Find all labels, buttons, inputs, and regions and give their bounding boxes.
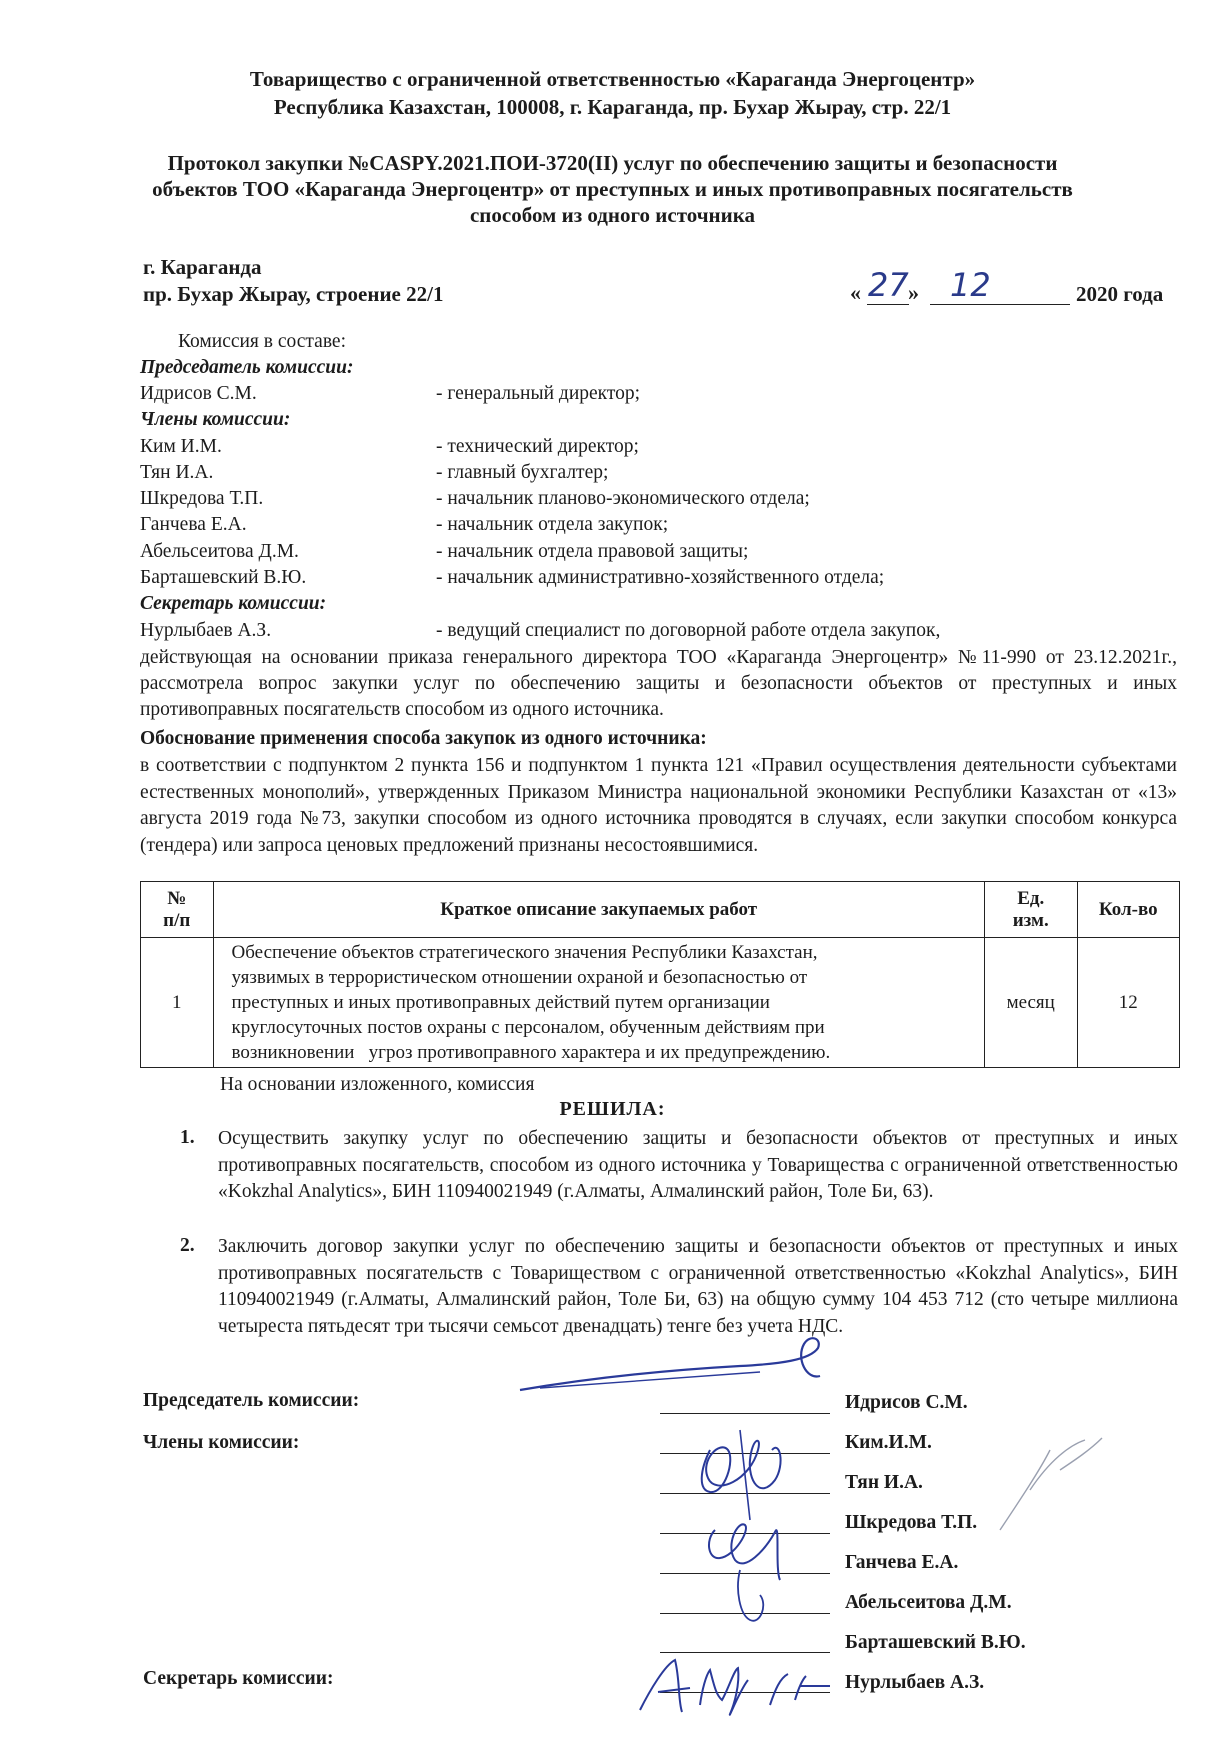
city: г. Караганда <box>143 255 262 279</box>
organization-name: Товарищество с ограниченной ответственностью «Караганда Энергоцентр» <box>249 67 976 91</box>
table-row <box>141 938 1180 1068</box>
date-close-quote: » <box>908 280 919 305</box>
description-line: уязвимых в террористическом отношении охраной и безопасностью от <box>231 967 808 988</box>
description-line: преступных и иных противоправных действий путем организации <box>231 992 770 1013</box>
cell-quantity: 12 <box>1077 938 1179 1068</box>
signatory-name: Идрисов С.М. <box>845 1392 968 1413</box>
members-signature-label: Члены комиссии: <box>143 1432 300 1453</box>
member-name: Ганчева Е.А. <box>140 514 247 535</box>
date-open-quote: « <box>850 280 861 305</box>
member-name: Тян И.А. <box>140 462 214 483</box>
member-name: Барташевский В.Ю. <box>140 567 307 588</box>
header-quantity: Кол-во <box>1077 882 1179 938</box>
secretary-signature <box>630 1650 850 1720</box>
header-num <box>141 882 214 938</box>
header-num-line1: № <box>167 887 187 909</box>
date-day-underline <box>867 304 909 305</box>
secretary-role: - ведущий специалист по договорной работе отдела закупок, <box>436 620 941 641</box>
chairman-role: - генеральный директор; <box>436 383 641 404</box>
secretary-signature-label: Секретарь комиссии: <box>143 1668 334 1689</box>
date-year: 2020 года <box>1076 282 1164 306</box>
items-table <box>140 881 1180 1068</box>
decision-item-number: 1. <box>180 1127 195 1148</box>
members-heading: Члены комиссии: <box>140 409 291 430</box>
secretary-heading: Секретарь комиссии: <box>140 593 327 614</box>
header-unit <box>984 882 1077 938</box>
description-line: Обеспечение объектов стратегического значения Республики Казахстан, <box>231 942 818 963</box>
header-unit-line2: изм. <box>1012 909 1049 931</box>
description-line: круглосуточных постов охраны с персоналом, обученным действиям при <box>231 1017 825 1038</box>
member-name: Ким И.М. <box>140 436 222 457</box>
member-role: - начальник административно-хозяйственного отдела; <box>436 567 885 588</box>
date-month: 12 <box>950 266 991 304</box>
commission-intro: Комиссия в составе: <box>178 331 346 352</box>
signature-line <box>660 1413 830 1414</box>
signatory-name: Нурлыбаев А.З. <box>845 1672 985 1693</box>
justification-text: в соответствии с подпунктом 2 пункта 156 и подпунктом 1 пункта 121 «Правил осуществления деятельности субъектами естественных монополий», утвержденных Приказом Министра национальной экономики Республики Казахстан от «13» августа 2019 года №73, закупки способом из одного источника проводятся в случаях, если закупки способом конкурса (тендера) или запроса ценовых предложений признаны несостоявшимися. <box>140 755 1177 856</box>
chairman-signature-label: Председатель комиссии: <box>143 1390 360 1411</box>
basis-paragraph: действующая на основании приказа генерального директора ТОО «Караганда Энергоцентр» №11-990 от 23.12.2021г., рассмотрела вопрос закупки услуг по обеспечению защиты и безопасности объектов от преступных и иных противоправных посягательств способом из одного источника. <box>140 647 1177 720</box>
chairman-heading: Председатель комиссии: <box>140 357 354 378</box>
signatory-name: Тян И.А. <box>845 1472 923 1493</box>
header-description: Краткое описание закупаемых работ <box>213 882 984 938</box>
protocol-title-line1: Протокол закупки №CASPY.2021.ПОИ-3720(II) услуг по обеспечению защиты и безопасности <box>167 151 1058 175</box>
member-role: - главный бухгалтер; <box>436 462 609 483</box>
secretary-name: Нурлыбаев А.З. <box>140 620 272 641</box>
decision-intro: На основании изложенного, комиссия <box>220 1074 535 1095</box>
table-header-row <box>141 882 1180 938</box>
protocol-date <box>850 268 1180 304</box>
member-name: Шкредова Т.П. <box>140 488 264 509</box>
date-month-underline <box>930 304 1070 305</box>
member-role: - начальник планово-экономического отдела; <box>436 488 810 509</box>
justification-heading: Обоснование применения способа закупок из одного источника: <box>140 728 707 749</box>
signatory-name: Ганчева Е.А. <box>845 1552 959 1573</box>
decision-item-text: Осуществить закупку услуг по обеспечению защиты и безопасности объектов от преступных и иных противоправных посягательств, способом из одного источника у Товарищества с ограниченной ответственностью «Kokzhal Analytics», БИН 110940021949 (г.Алматы, Алмалинский район, Толе Би, 63). <box>218 1128 1178 1202</box>
header-num-line2: п/п <box>163 909 191 931</box>
member-role: - начальник отдела правовой защиты; <box>436 541 749 562</box>
member-role: - технический директор; <box>436 436 639 457</box>
approval-mark <box>990 1430 1110 1540</box>
cell-description <box>213 938 984 1068</box>
signatory-name: Ким.И.М. <box>845 1432 932 1453</box>
member-role: - начальник отдела закупок; <box>436 514 669 535</box>
organization-address: Республика Казахстан, 100008, г. Караганда, пр. Бухар Жырау, стр. 22/1 <box>273 95 952 119</box>
cell-unit: месяц <box>984 938 1077 1068</box>
decision-item-number: 2. <box>180 1235 195 1256</box>
chairman-signature <box>500 1330 840 1400</box>
signatory-name: Барташевский В.Ю. <box>845 1632 1026 1653</box>
signatory-name: Абельсеитова Д.М. <box>845 1592 1012 1613</box>
signatory-name: Шкредова Т.П. <box>845 1512 978 1533</box>
cell-num: 1 <box>141 938 214 1068</box>
member-signatures <box>680 1420 820 1630</box>
street-address: пр. Бухар Жырау, строение 22/1 <box>143 282 444 306</box>
header-unit-line1: Ед. <box>1017 887 1045 909</box>
protocol-title-line2: объектов ТОО «Караганда Энергоцентр» от преступных и иных противоправных посягательств <box>152 177 1073 201</box>
date-day: 27 <box>868 266 909 304</box>
decision-heading: РЕШИЛА: <box>559 1098 666 1120</box>
chairman-name: Идрисов С.М. <box>140 383 257 404</box>
description-line: возникновении угроз противоправного характера и их предупреждению. <box>231 1042 831 1063</box>
decision-item-text: Заключить договор закупки услуг по обеспечению защиты и безопасности объектов от преступных и иных противоправных посягательств с Товариществом с ограниченной ответственностью «Kokzhal Analytics», БИН 110940021949 (г.Алматы, Алмалинский район, Толе Би, 63) на общую сумму 104 453 712 (сто четыре миллиона четыреста пятьдесят три тысячи семьсот двенадцать) тенге без учета НДС. <box>218 1236 1178 1337</box>
protocol-title-line3: способом из одного источника <box>469 203 756 227</box>
member-name: Абельсеитова Д.М. <box>140 541 299 562</box>
